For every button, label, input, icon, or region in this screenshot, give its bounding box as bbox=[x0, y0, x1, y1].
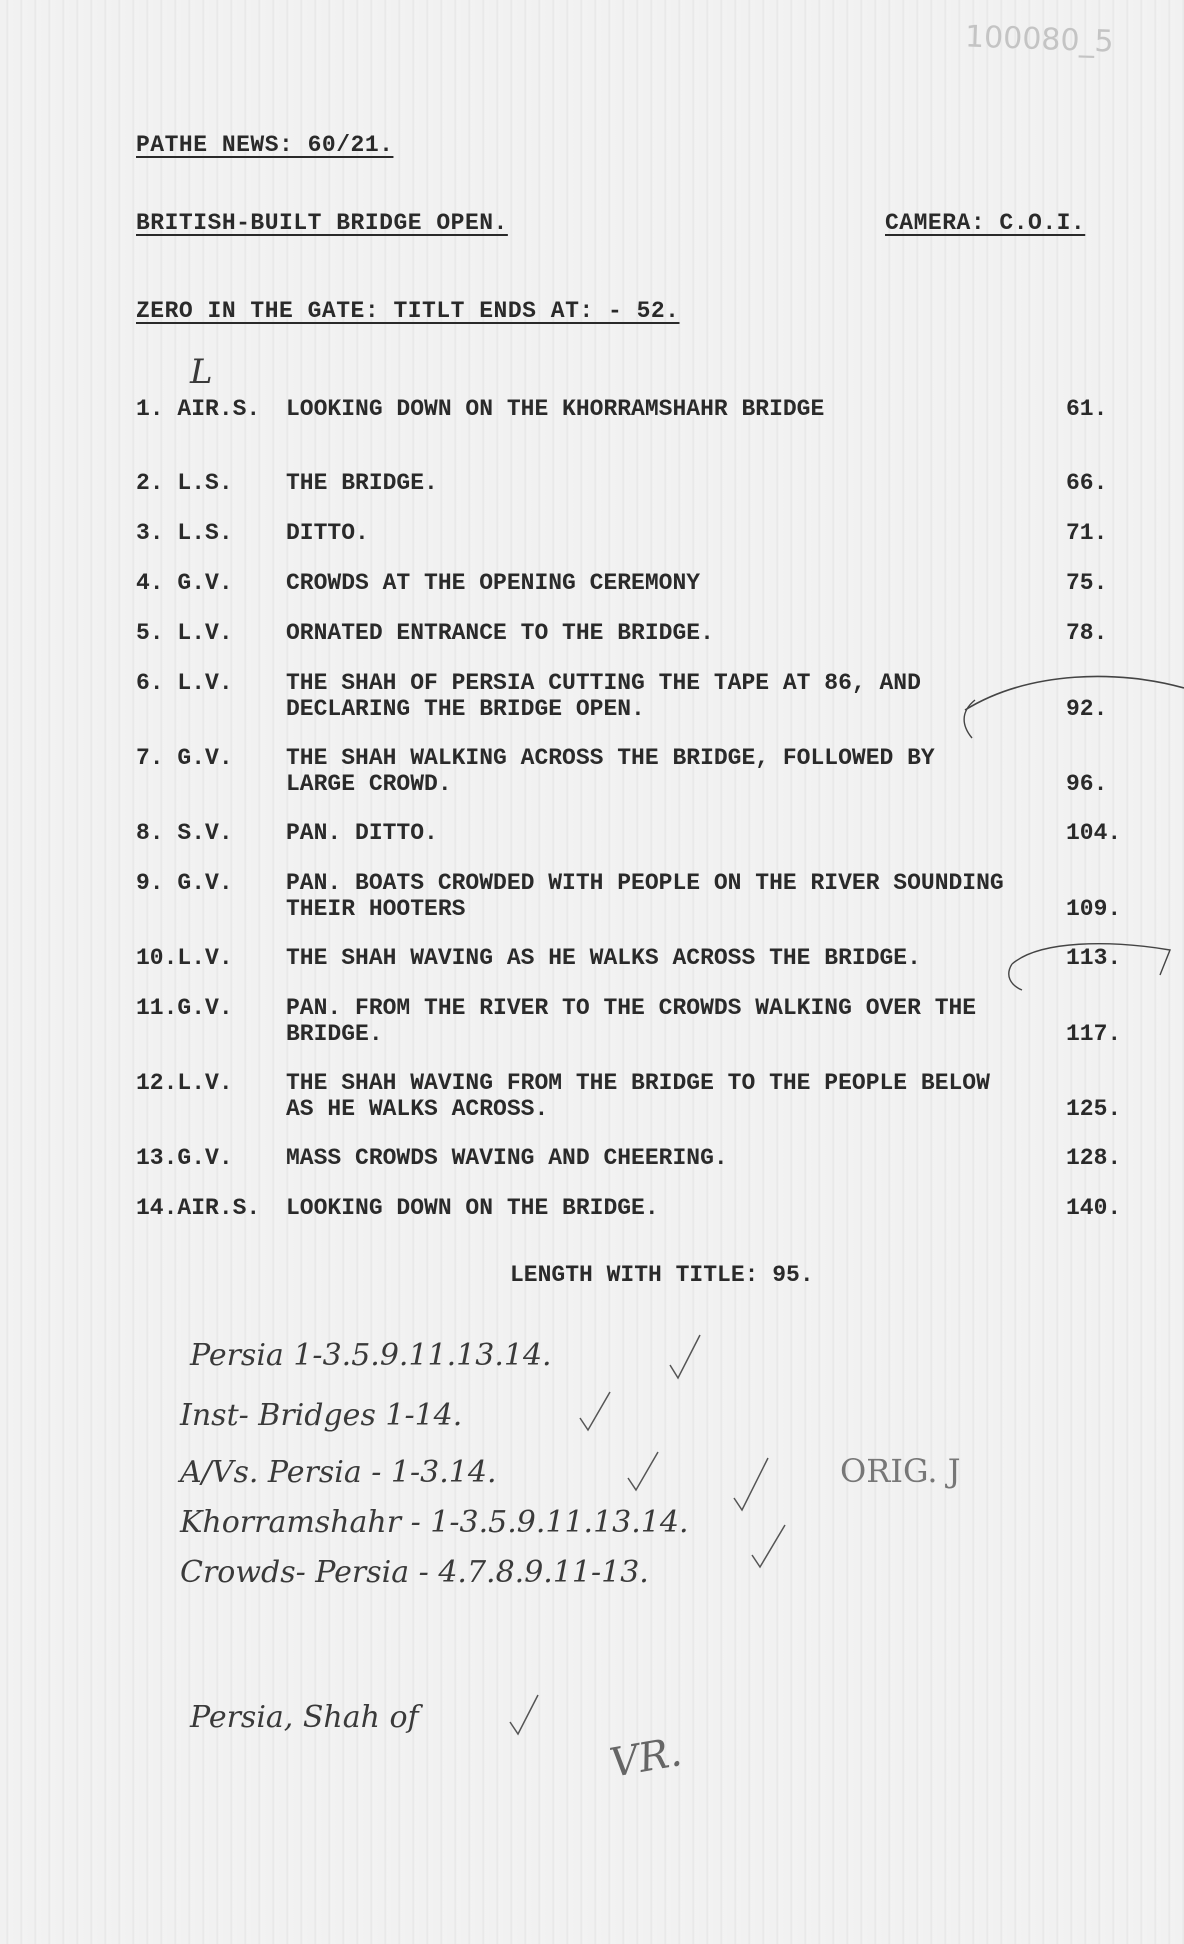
handwritten-index-avs: A/Vs. Persia - 1-3.14. bbox=[180, 1455, 497, 1490]
shot-number: 12.L.V. bbox=[136, 1070, 233, 1096]
shot-description: ORNATED ENTRANCE TO THE BRIDGE. bbox=[286, 620, 714, 646]
length-with-title: LENGTH WITH TITLE: 95. bbox=[510, 1262, 814, 1288]
handwritten-initials: VR. bbox=[606, 1729, 686, 1787]
shot-number: 3. L.S. bbox=[136, 520, 233, 546]
newsreel-title: PATHE NEWS: 60/21. bbox=[136, 132, 394, 158]
shot-footage: 109. bbox=[1066, 896, 1122, 922]
shot-footage: 96. bbox=[1066, 771, 1108, 797]
shot-number: 14.AIR.S. bbox=[136, 1195, 261, 1221]
camera-credit: CAMERA: C.O.I. bbox=[885, 210, 1086, 236]
tick-mark bbox=[670, 1335, 700, 1378]
shot-number: 1. AIR.S. bbox=[136, 396, 261, 422]
corner-number: 100080_5 bbox=[964, 19, 1115, 60]
shot-number: 13.G.V. bbox=[136, 1145, 233, 1171]
shot-description: THE BRIDGE. bbox=[286, 470, 438, 496]
story-title: BRITISH-BUILT BRIDGE OPEN. bbox=[136, 210, 508, 236]
handwritten-index-khorramshahr: Khorramshahr - 1-3.5.9.11.13.14. bbox=[180, 1505, 689, 1540]
shot-number: 2. L.S. bbox=[136, 470, 233, 496]
shot-footage: 125. bbox=[1066, 1096, 1122, 1122]
handwritten-index-persia: Persia 1-3.5.9.11.13.14. bbox=[190, 1338, 552, 1373]
handwritten-index-bridges: Inst- Bridges 1-14. bbox=[180, 1398, 463, 1433]
shot-footage: 128. bbox=[1066, 1145, 1122, 1171]
shot-footage: 61. bbox=[1066, 396, 1108, 422]
handwritten-orig-mark: ORIG. J bbox=[840, 1452, 961, 1490]
shot-footage: 66. bbox=[1066, 470, 1108, 496]
shot-footage: 140. bbox=[1066, 1195, 1122, 1221]
shot-row bbox=[136, 995, 1136, 1055]
shot-description: CROWDS AT THE OPENING CEREMONY bbox=[286, 570, 701, 596]
shot-row bbox=[136, 1070, 1136, 1130]
shot-number: 9. G.V. bbox=[136, 870, 233, 896]
zero-in-gate-line: ZERO IN THE GATE: TITLT ENDS AT: - 52. bbox=[136, 298, 680, 324]
shot-description: LOOKING DOWN ON THE KHORRAMSHAHR BRIDGE bbox=[286, 396, 825, 422]
shot-row bbox=[136, 870, 1136, 930]
shot-row bbox=[136, 745, 1136, 805]
tick-mark bbox=[580, 1392, 610, 1430]
tick-mark bbox=[752, 1525, 785, 1567]
shot-row bbox=[136, 396, 1136, 456]
shot-footage: 113. bbox=[1066, 945, 1122, 971]
shot-row bbox=[136, 670, 1136, 730]
shot-description: THE SHAH WALKING ACROSS THE BRIDGE, FOLLOWED BY LARGE CROWD. bbox=[286, 745, 935, 797]
shot-footage: 92. bbox=[1066, 696, 1108, 722]
handwritten-index-crowds: Crowds- Persia - 4.7.8.9.11-13. bbox=[180, 1555, 649, 1590]
handwritten-index-shah: Persia, Shah of bbox=[190, 1700, 419, 1735]
shot-description: THE SHAH WAVING AS HE WALKS ACROSS THE BRIDGE. bbox=[286, 945, 921, 971]
tick-mark bbox=[734, 1458, 768, 1510]
shot-description: MASS CROWDS WAVING AND CHEERING. bbox=[286, 1145, 728, 1171]
shot-number: 4. G.V. bbox=[136, 570, 233, 596]
shot-number: 11.G.V. bbox=[136, 995, 233, 1021]
tick-mark bbox=[628, 1452, 658, 1490]
shot-description: THE SHAH WAVING FROM THE BRIDGE TO THE PEOPLE BELOW AS HE WALKS ACROSS. bbox=[286, 1070, 990, 1122]
shot-footage: 117. bbox=[1066, 1021, 1122, 1047]
shot-number: 10.L.V. bbox=[136, 945, 233, 971]
shot-footage: 104. bbox=[1066, 820, 1122, 846]
tick-mark bbox=[510, 1695, 538, 1734]
shot-description: LOOKING DOWN ON THE BRIDGE. bbox=[286, 1195, 659, 1221]
shot-row bbox=[136, 1195, 1136, 1255]
shot-number: 5. L.V. bbox=[136, 620, 233, 646]
pencil-mark: L bbox=[190, 352, 213, 392]
shot-description: THE SHAH OF PERSIA CUTTING THE TAPE AT 86, AND DECLARING THE BRIDGE OPEN. bbox=[286, 670, 921, 722]
shot-description: PAN. FROM THE RIVER TO THE CROWDS WALKING OVER THE BRIDGE. bbox=[286, 995, 977, 1047]
shot-footage: 78. bbox=[1066, 620, 1108, 646]
shot-description: DITTO. bbox=[286, 520, 369, 546]
shot-footage: 71. bbox=[1066, 520, 1108, 546]
shot-number: 6. L.V. bbox=[136, 670, 233, 696]
shot-description: PAN. DITTO. bbox=[286, 820, 438, 846]
shot-number: 8. S.V. bbox=[136, 820, 233, 846]
shot-number: 7. G.V. bbox=[136, 745, 233, 771]
shot-description: PAN. BOATS CROWDED WITH PEOPLE ON THE RIVER SOUNDING THEIR HOOTERS bbox=[286, 870, 1004, 922]
shot-footage: 75. bbox=[1066, 570, 1108, 596]
